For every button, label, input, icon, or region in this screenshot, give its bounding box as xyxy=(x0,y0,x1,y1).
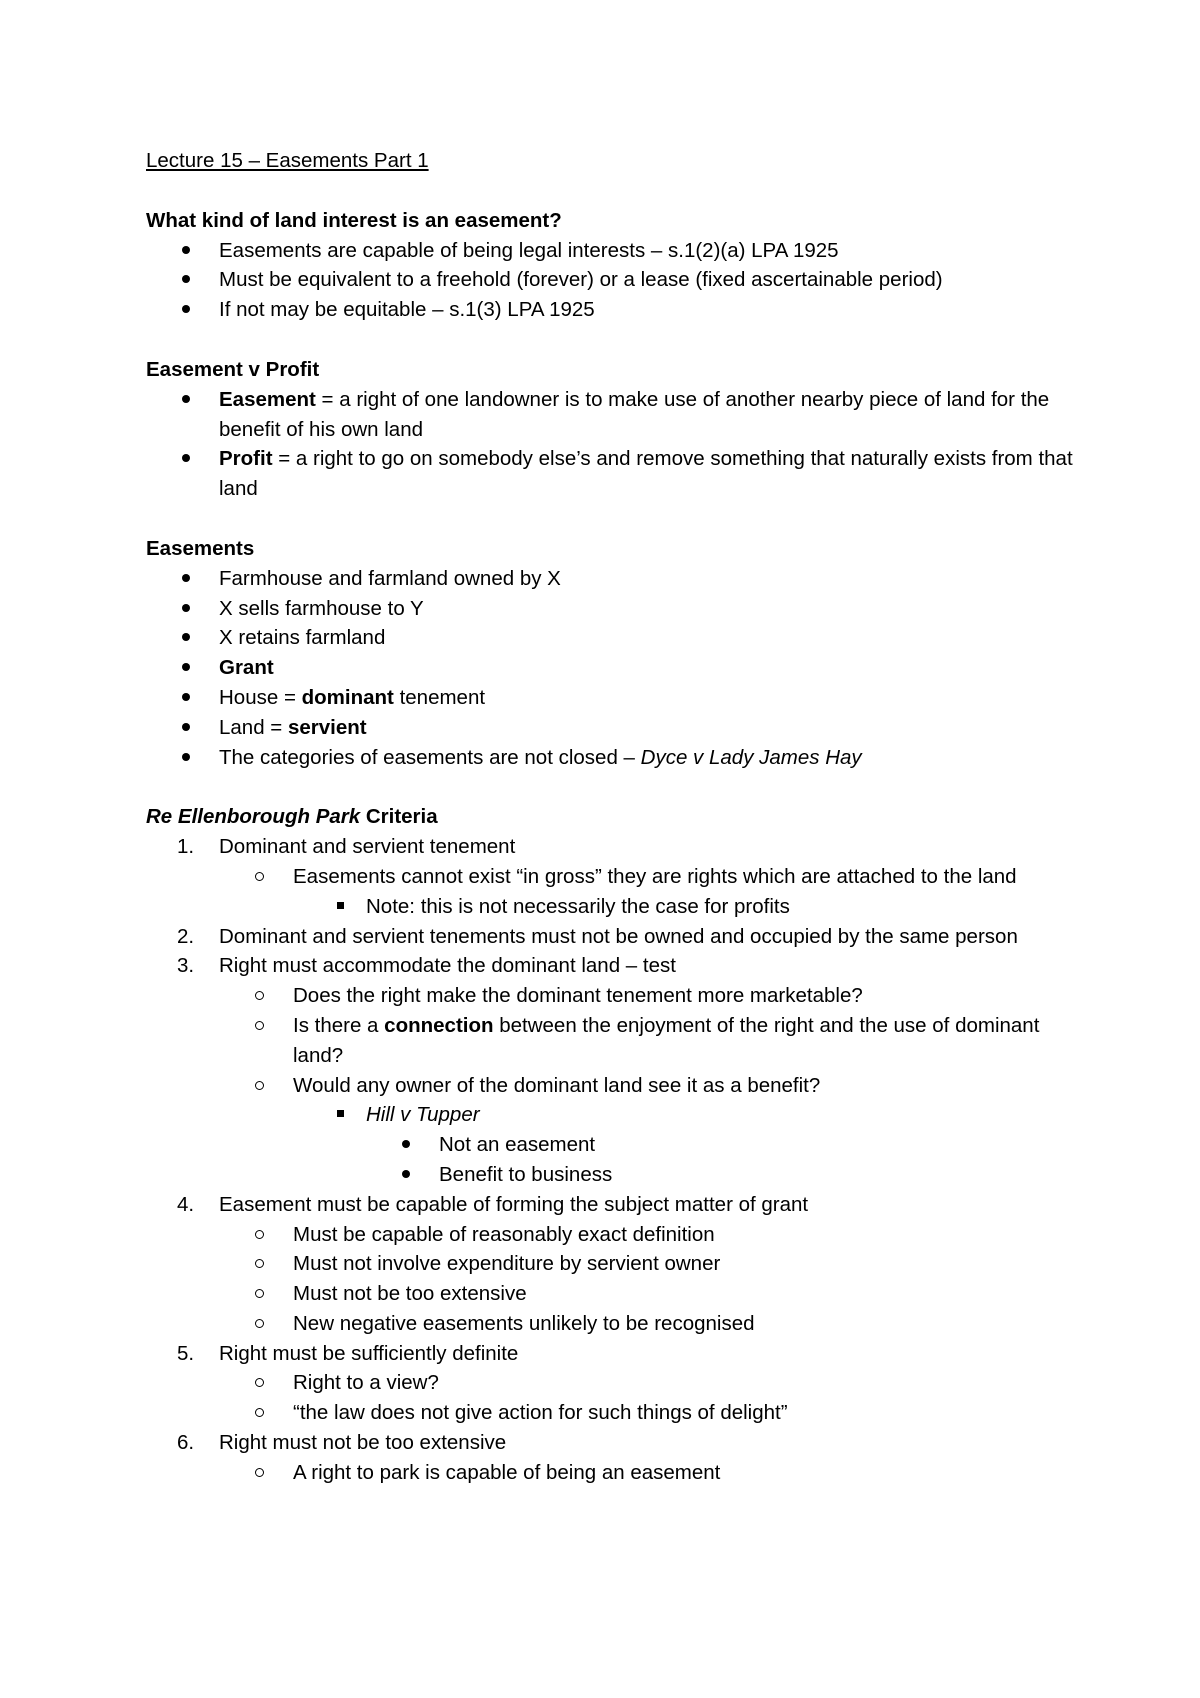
section-heading-ellenborough: Re Ellenborough Park Criteria xyxy=(146,805,438,829)
circle-bullet-icon xyxy=(255,981,264,1011)
bullet-icon xyxy=(182,236,190,266)
bullet-icon xyxy=(182,265,190,295)
bullet-icon xyxy=(182,653,190,683)
circle-bullet-icon xyxy=(255,1368,264,1398)
bullet-icon xyxy=(182,683,190,713)
bullet-icon xyxy=(182,594,190,624)
list-item: Does the right make the dominant tenement more marketable? xyxy=(146,981,1076,1011)
list-item: X retains farmland xyxy=(146,623,1076,653)
list-item: Must be capable of reasonably exact definition xyxy=(146,1220,1076,1250)
numbered-item: 2. Dominant and servient tenements must not be owned and occupied by the same person xyxy=(177,924,1018,948)
numbered-item: 3. Right must accommodate the dominant land – test xyxy=(177,954,676,978)
list-item: Not an easement xyxy=(146,1130,1076,1160)
list-item: The categories of easements are not closed – Dyce v Lady James Hay xyxy=(146,743,1076,773)
bullet-icon xyxy=(182,713,190,743)
circle-bullet-icon xyxy=(255,1071,264,1101)
list-item: New negative easements unlikely to be recognised xyxy=(146,1309,1076,1339)
list-item: A right to park is capable of being an easement xyxy=(146,1458,1076,1488)
bullet-icon xyxy=(402,1160,410,1190)
circle-bullet-icon xyxy=(255,862,264,892)
circle-bullet-icon xyxy=(255,1249,264,1279)
circle-bullet-icon xyxy=(255,1011,264,1041)
list-item: Must not be too extensive xyxy=(146,1279,1076,1309)
list-item: House = dominant tenement xyxy=(146,683,1076,713)
list-item: Easement = a right of one landowner is to make use of another nearby piece of land for the benefit of his own land xyxy=(146,385,1076,445)
list-item: If not may be equitable – s.1(3) LPA 1925 xyxy=(146,295,1076,325)
bullet-icon xyxy=(182,385,190,415)
list-item: Land = servient xyxy=(146,713,1076,743)
circle-bullet-icon xyxy=(255,1398,264,1428)
circle-bullet-icon xyxy=(255,1458,264,1488)
list-item: Easements cannot exist “in gross” they are rights which are attached to the land xyxy=(146,862,1076,892)
bullet-icon xyxy=(402,1130,410,1160)
list-item: Hill v Tupper xyxy=(146,1100,1076,1130)
document-page xyxy=(146,146,1076,1488)
list-item: Right to a view? xyxy=(146,1368,1076,1398)
square-bullet-icon xyxy=(337,1100,344,1130)
list-item: Must be equivalent to a freehold (forever) or a lease (fixed ascertainable period) xyxy=(146,265,1076,295)
list-item: Benefit to business xyxy=(146,1160,1076,1190)
list-item: Would any owner of the dominant land see it as a benefit? xyxy=(146,1071,1076,1101)
list-item: Must not involve expenditure by servient owner xyxy=(146,1249,1076,1279)
numbered-item: 6. Right must not be too extensive xyxy=(177,1431,507,1455)
section-heading-kind: What kind of land interest is an easement? xyxy=(146,208,562,232)
list-item: Is there a connection between the enjoyment of the right and the use of dominant land? xyxy=(146,1011,1076,1071)
circle-bullet-icon xyxy=(255,1279,264,1309)
square-bullet-icon xyxy=(337,892,344,922)
page-title: Lecture 15 – Easements Part 1 xyxy=(146,149,429,172)
numbered-item: 1. Dominant and servient tenement xyxy=(177,835,516,859)
list-item: Note: this is not necessarily the case for profits xyxy=(146,892,1076,922)
bullet-icon xyxy=(182,564,190,594)
list-item: Easements are capable of being legal interests – s.1(2)(a) LPA 1925 xyxy=(146,236,1076,266)
section-heading-vprofit: Easement v Profit xyxy=(146,357,320,381)
list-item: Grant xyxy=(146,653,1076,683)
section-heading-easements: Easements xyxy=(146,536,255,560)
bullet-icon xyxy=(182,623,190,653)
circle-bullet-icon xyxy=(255,1309,264,1339)
numbered-item: 4. Easement must be capable of forming the subject matter of grant xyxy=(177,1192,809,1216)
bullet-icon xyxy=(182,444,190,474)
bullet-icon xyxy=(182,295,190,325)
bullet-icon xyxy=(182,743,190,773)
numbered-item: 5. Right must be sufficiently definite xyxy=(177,1341,519,1365)
list-item: X sells farmhouse to Y xyxy=(146,594,1076,624)
list-item: Profit = a right to go on somebody else’s and remove something that naturally exists from that land xyxy=(146,444,1076,504)
list-item: Farmhouse and farmland owned by X xyxy=(146,564,1076,594)
list-item: “the law does not give action for such things of delight” xyxy=(146,1398,1076,1428)
circle-bullet-icon xyxy=(255,1220,264,1250)
